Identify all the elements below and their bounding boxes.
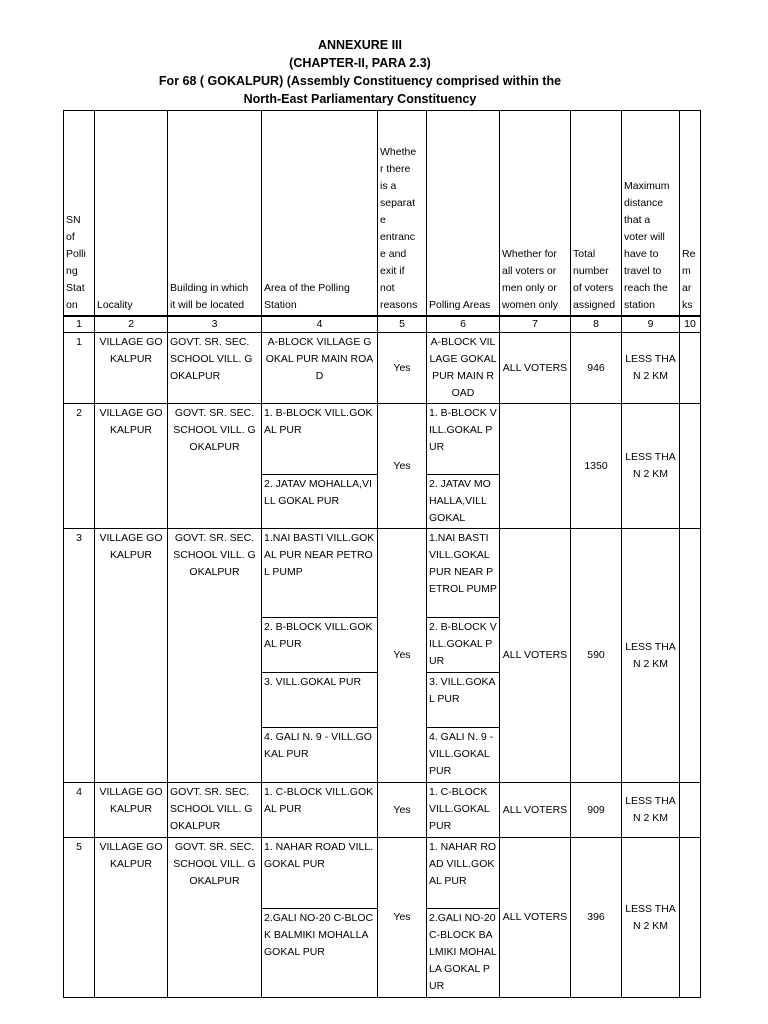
remarks — [680, 529, 701, 783]
table-row — [64, 404, 701, 475]
station-number: 1 — [64, 333, 95, 404]
column-number: 6 — [427, 316, 500, 333]
polling-station-area: 2.GALI NO-20 C-BLOCK BALMIKI MOHALLA GOKAL PUR — [262, 909, 378, 998]
total-voters: 396 — [571, 838, 622, 998]
polling-area: 1. C-BLOCK VILL.GOKAL PUR — [427, 783, 500, 838]
column-number: 1 — [64, 316, 95, 333]
column-number: 10 — [680, 316, 701, 333]
polling-area: 1. B-BLOCK VILL.GOKAL PUR — [427, 404, 500, 475]
separate-entrance: Yes — [378, 404, 427, 529]
separate-entrance: Yes — [378, 838, 427, 998]
total-voters: 1350 — [571, 404, 622, 529]
polling-area: 4. GALI N. 9 - VILL.GOKAL PUR — [427, 728, 500, 783]
column-header: SN of Polli ng Stat on — [64, 111, 95, 317]
polling-station-area: 1.NAI BASTI VILL.GOKAL PUR NEAR PETROL PUMP — [262, 529, 378, 618]
column-number: 2 — [95, 316, 168, 333]
voters-type: ALL VOTERS — [500, 838, 571, 998]
table-row — [64, 333, 701, 404]
station-number: 3 — [64, 529, 95, 783]
locality: VILLAGE GOKALPUR — [95, 838, 168, 998]
station-number: 2 — [64, 404, 95, 529]
polling-area: 3. VILL.GOKAL PUR — [427, 673, 500, 728]
separate-entrance: Yes — [378, 333, 427, 404]
max-distance: LESS THAN 2 KM — [622, 333, 680, 404]
polling-station-area: 3. VILL.GOKAL PUR — [262, 673, 378, 728]
station-number: 5 — [64, 838, 95, 998]
building: GOVT. SR. SEC. SCHOOL VILL. GOKALPUR — [168, 529, 262, 783]
polling-station-area: 2. B-BLOCK VILL.GOKAL PUR — [262, 618, 378, 673]
polling-station-area: 1. B-BLOCK VILL.GOKAL PUR — [262, 404, 378, 475]
polling-station-area: 1. NAHAR ROAD VILL.GOKAL PUR — [262, 838, 378, 909]
column-header: Total number of voters assigned — [571, 111, 622, 317]
station-number: 4 — [64, 783, 95, 838]
polling-stations-table — [63, 110, 701, 998]
column-number: 3 — [168, 316, 262, 333]
polling-station-area: 2. JATAV MOHALLA,VILL GOKAL PUR — [262, 475, 378, 529]
max-distance: LESS THAN 2 KM — [622, 838, 680, 998]
remarks — [680, 333, 701, 404]
header-row — [64, 111, 701, 317]
total-voters: 590 — [571, 529, 622, 783]
voters-type: ALL VOTERS — [500, 783, 571, 838]
max-distance: LESS THAN 2 KM — [622, 404, 680, 529]
title-annexure: ANNEXURE III — [317, 38, 403, 52]
locality: VILLAGE GOKALPUR — [95, 333, 168, 404]
column-number-row — [64, 316, 701, 333]
voters-type: ALL VOTERS — [500, 333, 571, 404]
column-header: Re m ar ks — [680, 111, 701, 317]
separate-entrance: Yes — [378, 783, 427, 838]
column-header: Building in which it will be located — [168, 111, 262, 317]
polling-area: 2.GALI NO-20 C-BLOCK BALMIKI MOHALLA GOKAL PUR — [427, 909, 500, 998]
locality: VILLAGE GOKALPUR — [95, 404, 168, 529]
voters-type — [500, 404, 571, 529]
polling-area: A-BLOCK VILLAGE GOKAL PUR MAIN ROAD — [427, 333, 500, 404]
table-row — [64, 783, 701, 838]
remarks — [680, 404, 701, 529]
column-number: 9 — [622, 316, 680, 333]
column-number: 8 — [571, 316, 622, 333]
total-voters: 909 — [571, 783, 622, 838]
locality: VILLAGE GOKALPUR — [95, 529, 168, 783]
table-row — [64, 529, 701, 618]
building: GOVT. SR. SEC. SCHOOL VILL. GOKALPUR — [168, 333, 262, 404]
building: GOVT. SR. SEC. SCHOOL VILL. GOKALPUR — [168, 838, 262, 998]
polling-station-area: A-BLOCK VILLAGE GOKAL PUR MAIN ROAD — [262, 333, 378, 404]
locality: VILLAGE GOKALPUR — [95, 783, 168, 838]
max-distance: LESS THAN 2 KM — [622, 783, 680, 838]
polling-station-area: 4. GALI N. 9 - VILL.GOKAL PUR — [262, 728, 378, 783]
document-title — [0, 36, 720, 108]
polling-area: 1.NAI BASTI VILL.GOKAL PUR NEAR PETROL PUMP — [427, 529, 500, 618]
total-voters: 946 — [571, 333, 622, 404]
polling-area: 2. B-BLOCK VILL.GOKAL PUR — [427, 618, 500, 673]
column-number: 5 — [378, 316, 427, 333]
title-chapter: (CHAPTER-II, PARA 2.3) — [289, 56, 431, 70]
column-header: Area of the Polling Station — [262, 111, 378, 317]
polling-area: 1. NAHAR ROAD VILL.GOKAL PUR — [427, 838, 500, 909]
column-header: Whether for all voters or men only or women only — [500, 111, 571, 317]
column-number: 7 — [500, 316, 571, 333]
remarks — [680, 838, 701, 998]
column-header: Locality — [95, 111, 168, 317]
building: GOVT. SR. SEC. SCHOOL VILL. GOKALPUR — [168, 404, 262, 529]
title-parliamentary: North-East Parliamentary Constituency — [243, 92, 477, 106]
building: GOVT. SR. SEC. SCHOOL VILL. GOKALPUR — [168, 783, 262, 838]
title-constituency: For 68 ( GOKALPUR) (Assembly Constituency comprised within the — [158, 74, 562, 88]
remarks — [680, 783, 701, 838]
column-header: Maximum distance that a voter will have to travel to reach the station — [622, 111, 680, 317]
separate-entrance: Yes — [378, 529, 427, 783]
max-distance: LESS THAN 2 KM — [622, 529, 680, 783]
column-number: 4 — [262, 316, 378, 333]
voters-type: ALL VOTERS — [500, 529, 571, 783]
column-header: Polling Areas — [427, 111, 500, 317]
table-row — [64, 838, 701, 909]
column-header: Whethe r there is a separat e entranc e and exit if not reasons — [378, 111, 427, 317]
polling-station-area: 1. C-BLOCK VILL.GOKAL PUR — [262, 783, 378, 838]
polling-area: 2. JATAV MOHALLA,VILL GOKAL — [427, 475, 500, 529]
